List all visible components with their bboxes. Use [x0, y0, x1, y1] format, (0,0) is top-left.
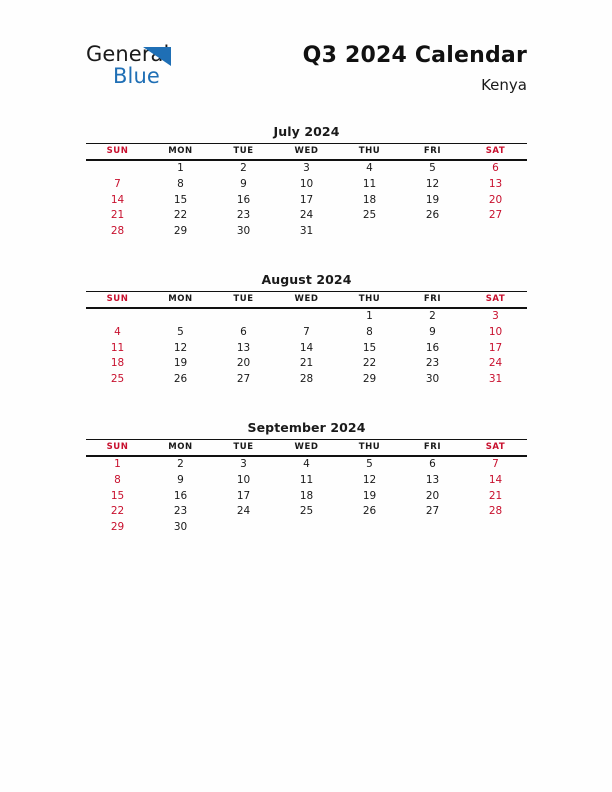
weekday-header-sat: SAT: [464, 440, 527, 457]
day-cell[interactable]: 13: [236, 341, 251, 354]
day-cell[interactable]: 8: [114, 473, 121, 486]
day-cell[interactable]: 19: [173, 357, 188, 370]
day-cell[interactable]: 24: [299, 209, 314, 222]
day-cell[interactable]: 16: [173, 489, 188, 502]
day-cell[interactable]: 6: [240, 325, 247, 338]
day-cell-empty: [338, 520, 401, 536]
day-cell[interactable]: 21: [110, 209, 125, 222]
month-days-body: [86, 160, 527, 240]
day-cell[interactable]: 27: [488, 209, 503, 222]
day-cell[interactable]: 28: [299, 373, 314, 386]
month-title: August 2024: [261, 272, 352, 287]
day-cell-empty: [149, 308, 212, 325]
day-cell[interactable]: 15: [110, 489, 125, 502]
day-cell[interactable]: 28: [110, 225, 125, 238]
general-blue-logo: [86, 44, 206, 96]
day-cell[interactable]: 23: [236, 209, 251, 222]
day-cell[interactable]: 2: [177, 458, 184, 470]
day-cell[interactable]: 7: [114, 177, 121, 190]
month-grid: [86, 439, 527, 536]
day-cell[interactable]: 21: [488, 489, 503, 502]
day-cell[interactable]: 10: [488, 325, 503, 338]
day-cell[interactable]: 17: [236, 489, 251, 502]
day-cell[interactable]: 14: [110, 193, 125, 206]
weekday-header-mon: MON: [149, 292, 212, 309]
week-row: [86, 308, 527, 325]
day-cell[interactable]: 4: [114, 325, 121, 338]
day-cell-empty: [212, 308, 275, 325]
day-cell-empty: [464, 224, 527, 240]
day-cell[interactable]: 14: [488, 473, 503, 486]
day-cell[interactable]: 24: [488, 357, 503, 370]
day-cell[interactable]: 31: [488, 373, 503, 386]
day-cell[interactable]: 10: [299, 177, 314, 190]
day-cell[interactable]: 1: [366, 310, 373, 322]
week-row: [86, 177, 527, 193]
day-cell[interactable]: 2: [429, 310, 436, 322]
month-block-september: [86, 420, 527, 536]
day-cell[interactable]: 22: [362, 357, 377, 370]
day-cell[interactable]: 4: [303, 458, 310, 470]
day-cell[interactable]: 25: [362, 209, 377, 222]
day-cell[interactable]: 27: [236, 373, 251, 386]
day-cell[interactable]: 5: [177, 325, 184, 338]
month-title: July 2024: [273, 124, 340, 139]
day-cell[interactable]: 20: [488, 193, 503, 206]
weekday-header-sun: SUN: [86, 440, 149, 457]
day-cell[interactable]: 8: [177, 177, 184, 190]
day-cell[interactable]: 18: [299, 489, 314, 502]
weekday-header-wed: WED: [275, 440, 338, 457]
page-subtitle-country: Kenya: [481, 75, 527, 94]
day-cell[interactable]: 11: [299, 473, 314, 486]
weekday-header-fri: FRI: [401, 440, 464, 457]
day-cell[interactable]: 29: [362, 373, 377, 386]
day-cell[interactable]: 5: [429, 162, 436, 174]
logo-text-blue: Blue: [113, 64, 160, 88]
month-block-july: [86, 124, 527, 240]
day-cell[interactable]: 17: [299, 193, 314, 206]
week-row: [86, 520, 527, 536]
day-cell[interactable]: 6: [429, 458, 436, 470]
month-title: September 2024: [247, 420, 366, 435]
week-row: [86, 325, 527, 341]
weekday-header-row: [86, 440, 527, 457]
week-row: [86, 193, 527, 209]
day-cell[interactable]: 17: [488, 341, 503, 354]
weekday-header-mon: MON: [149, 144, 212, 161]
day-cell-empty: [86, 160, 149, 177]
weekday-header-thu: THU: [338, 292, 401, 309]
weekday-header-tue: TUE: [212, 292, 275, 309]
day-cell[interactable]: 12: [425, 177, 440, 190]
page-header: [86, 42, 527, 112]
day-cell[interactable]: 16: [236, 193, 251, 206]
weekday-header-thu: THU: [338, 144, 401, 161]
week-row: [86, 208, 527, 224]
logo-text-general: General: [86, 42, 170, 66]
weekday-header-tue: TUE: [212, 440, 275, 457]
month-block-august: [86, 272, 527, 388]
weekday-header-wed: WED: [275, 292, 338, 309]
day-cell-empty: [401, 224, 464, 240]
month-grid: [86, 291, 527, 388]
day-cell[interactable]: 9: [177, 473, 184, 486]
day-cell-empty: [464, 520, 527, 536]
weekday-header-fri: FRI: [401, 144, 464, 161]
day-cell-empty: [212, 520, 275, 536]
day-cell[interactable]: 3: [492, 310, 499, 322]
weekday-header-mon: MON: [149, 440, 212, 457]
title-block: [207, 42, 527, 94]
day-cell[interactable]: 29: [110, 521, 125, 534]
weekday-header-sat: SAT: [464, 292, 527, 309]
month-days-body: [86, 456, 527, 536]
day-cell[interactable]: 23: [173, 505, 188, 518]
day-cell[interactable]: 11: [110, 341, 125, 354]
week-row: [86, 489, 527, 505]
weekday-header-row: [86, 144, 527, 161]
day-cell[interactable]: 13: [425, 473, 440, 486]
day-cell[interactable]: 30: [173, 521, 188, 534]
day-cell-empty: [86, 308, 149, 325]
day-cell[interactable]: 22: [110, 505, 125, 518]
day-cell[interactable]: 28: [488, 505, 503, 518]
day-cell[interactable]: 15: [173, 193, 188, 206]
day-cell[interactable]: 9: [240, 177, 247, 190]
weekday-header-thu: THU: [338, 440, 401, 457]
day-cell[interactable]: 29: [173, 225, 188, 238]
weekday-header-sat: SAT: [464, 144, 527, 161]
day-cell[interactable]: 26: [173, 373, 188, 386]
day-cell[interactable]: 15: [362, 341, 377, 354]
day-cell[interactable]: 20: [425, 489, 440, 502]
week-row: [86, 160, 527, 177]
day-cell-empty: [275, 520, 338, 536]
day-cell[interactable]: 23: [425, 357, 440, 370]
day-cell[interactable]: 18: [362, 193, 377, 206]
day-cell[interactable]: 19: [425, 193, 440, 206]
day-cell[interactable]: 7: [303, 325, 310, 338]
day-cell[interactable]: 8: [366, 325, 373, 338]
day-cell[interactable]: 25: [299, 505, 314, 518]
day-cell[interactable]: 20: [236, 357, 251, 370]
day-cell[interactable]: 4: [366, 162, 373, 174]
day-cell-empty: [401, 520, 464, 536]
day-cell[interactable]: 22: [173, 209, 188, 222]
day-cell[interactable]: 1: [114, 458, 121, 470]
week-row: [86, 473, 527, 489]
day-cell[interactable]: 14: [299, 341, 314, 354]
week-row: [86, 341, 527, 357]
week-row: [86, 504, 527, 520]
day-cell[interactable]: 12: [173, 341, 188, 354]
day-cell[interactable]: 30: [425, 373, 440, 386]
day-cell[interactable]: 24: [236, 505, 251, 518]
day-cell[interactable]: 3: [240, 458, 247, 470]
day-cell[interactable]: 6: [492, 162, 499, 174]
day-cell[interactable]: 13: [488, 177, 503, 190]
day-cell[interactable]: 1: [177, 162, 184, 174]
day-cell[interactable]: 5: [366, 458, 373, 470]
week-row: [86, 356, 527, 372]
weekday-header-wed: WED: [275, 144, 338, 161]
week-row: [86, 456, 527, 473]
page-title: Q3 2024 Calendar: [302, 43, 527, 68]
day-cell[interactable]: 12: [362, 473, 377, 486]
weekday-header-fri: FRI: [401, 292, 464, 309]
day-cell[interactable]: 19: [362, 489, 377, 502]
day-cell[interactable]: 30: [236, 225, 251, 238]
day-cell[interactable]: 7: [492, 458, 499, 470]
day-cell[interactable]: 26: [425, 209, 440, 222]
day-cell-empty: [275, 308, 338, 325]
day-cell[interactable]: 21: [299, 357, 314, 370]
month-grid: [86, 143, 527, 240]
day-cell[interactable]: 16: [425, 341, 440, 354]
day-cell-empty: [338, 224, 401, 240]
weekday-header-sun: SUN: [86, 144, 149, 161]
day-cell[interactable]: 10: [236, 473, 251, 486]
day-cell[interactable]: 11: [362, 177, 377, 190]
day-cell[interactable]: 3: [303, 162, 310, 174]
weekday-header-row: [86, 292, 527, 309]
day-cell[interactable]: 27: [425, 505, 440, 518]
day-cell[interactable]: 25: [110, 373, 125, 386]
week-row: [86, 224, 527, 240]
day-cell[interactable]: 18: [110, 357, 125, 370]
day-cell[interactable]: 2: [240, 162, 247, 174]
weekday-header-tue: TUE: [212, 144, 275, 161]
day-cell[interactable]: 31: [299, 225, 314, 238]
day-cell[interactable]: 9: [429, 325, 436, 338]
week-row: [86, 372, 527, 388]
month-days-body: [86, 308, 527, 388]
weekday-header-sun: SUN: [86, 292, 149, 309]
day-cell[interactable]: 26: [362, 505, 377, 518]
